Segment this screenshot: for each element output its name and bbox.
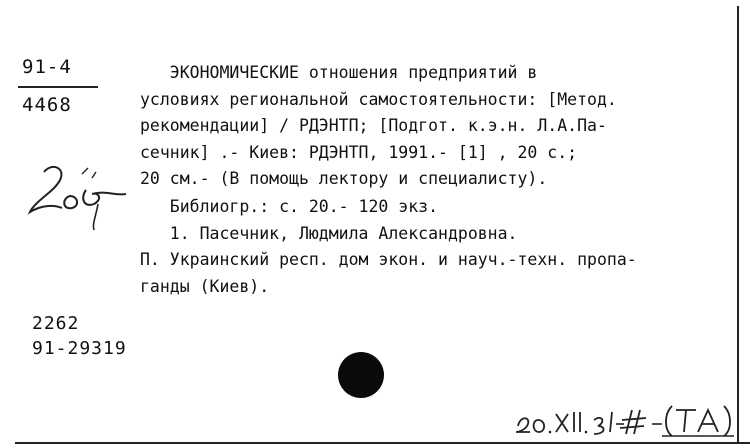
handwritten-signature bbox=[22, 160, 142, 238]
shelfmark-divider bbox=[18, 86, 98, 88]
card-border-right bbox=[737, 6, 739, 444]
entry-line: условиях региональной самостоятельности: [Метод. bbox=[140, 89, 617, 109]
entry-line: ЭКОНОМИЧЕСКИЕ отношения предприятий в bbox=[140, 63, 538, 82]
entry-line: 20 см.- (В помощь лектору и специалисту). bbox=[140, 169, 548, 188]
note-line: Библиогр.: с. 20.- 120 экз. bbox=[140, 197, 439, 216]
note-line: 1. Пасечник, Людмила Александровна. bbox=[140, 223, 518, 243]
accession-number-1: 2262 bbox=[32, 313, 80, 334]
handwritten-date-note bbox=[512, 398, 738, 438]
note-line: П. Украинский респ. дом экон. и науч.-техн. пропа- bbox=[140, 250, 637, 269]
accession-number-2: 91-29319 bbox=[32, 338, 127, 359]
shelfmark-top: 91-4 bbox=[22, 56, 72, 78]
card-border-bottom bbox=[15, 442, 750, 444]
entry-line: сечник] .- Киев: РДЭНТП, 1991.- [1] , 20 с.; bbox=[140, 142, 578, 162]
shelfmark-bottom: 4468 bbox=[22, 94, 72, 116]
punch-hole bbox=[338, 352, 384, 398]
bibliographic-entry bbox=[140, 60, 730, 193]
notes-block bbox=[140, 194, 730, 300]
note-line: ганды (Киев). bbox=[140, 276, 270, 296]
entry-line: рекомендации] / РДЭНТП; [Подгот. к.э.н. Л.А.Па- bbox=[140, 116, 607, 135]
